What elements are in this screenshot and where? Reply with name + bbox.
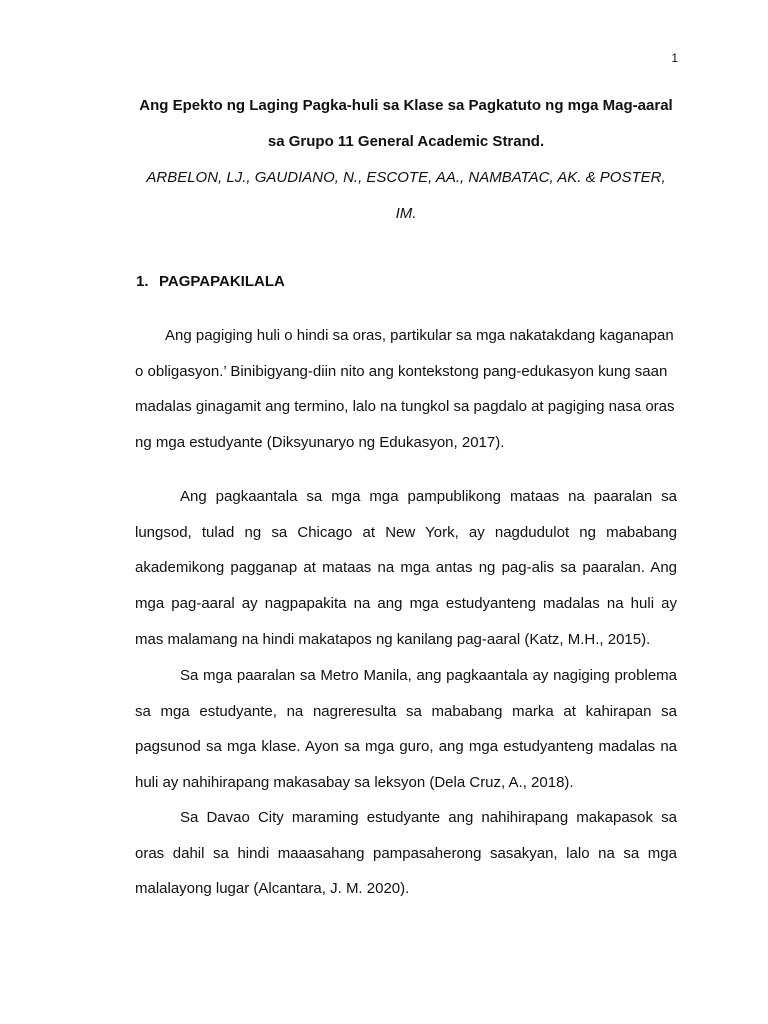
section-title: PAGPAPAKILALA bbox=[159, 273, 285, 290]
document-title-line-1: Ang Epekto ng Laging Pagka-huli sa Klase sa Pagkatuto ng mga Mag-aaral bbox=[139, 97, 673, 114]
section-number: 1. bbox=[136, 273, 149, 290]
paragraph-3: Sa mga paaralan sa Metro Manila, ang pagkaantala ay nagiging problema sa mga estudyante, na nagreresulta sa mababang marka at kahirapan sa pagsunod sa mga klase. Ayon sa mga guro, ang mga estudyanteng madalas na huli ay nahihirapang makasabay sa leksyon (Dela Cruz, A., 2018). bbox=[135, 667, 677, 792]
title-block bbox=[135, 88, 677, 232]
section-heading bbox=[136, 268, 285, 296]
paragraph-4: Sa Davao City maraming estudyante ang nahihirapang makapasok sa oras dahil sa hindi maaasahang pampasaherong sasakyan, lalo na sa mga malalayong lugar (Alcantara, J. M. 2020). bbox=[135, 809, 677, 898]
page-number: 1 bbox=[671, 51, 678, 65]
paragraph-2: Ang pagkaantala sa mga mga pampublikong mataas na paaralan sa lungsod, tulad ng sa Chicago at New York, ay nagdudulot ng mababang akademikong pagganap at mataas na mga antas ng pag-alis sa paaralan. Ang mga pag-aaral ay nagpapakita na ang mga estudyanteng madalas na huli ay mas malamang na hindi makatapos ng kanilang pag-aaral (Katz, M.H., 2015). bbox=[135, 488, 677, 648]
document-title-line-2: sa Grupo 11 General Academic Strand. bbox=[267, 133, 545, 150]
paragraph-1: Ang pagiging huli o hindi sa oras, partikular sa mga nakatakdang kaganapan o obligasyon.’ Binibigyang-diin nito ang kontekstong pang-edukasyon kung saan madalas ginagamit ang termino, lalo na tungkol sa pagdalo at pagiging nasa oras ng mga estudyante (Diksyunaryo ng Edukasyon, 2017). bbox=[135, 327, 675, 452]
authors: ARBELON, LJ., GAUDIANO, N., ESCOTE, AA., NAMBATAC, AK. & POSTER, IM. bbox=[146, 169, 666, 222]
